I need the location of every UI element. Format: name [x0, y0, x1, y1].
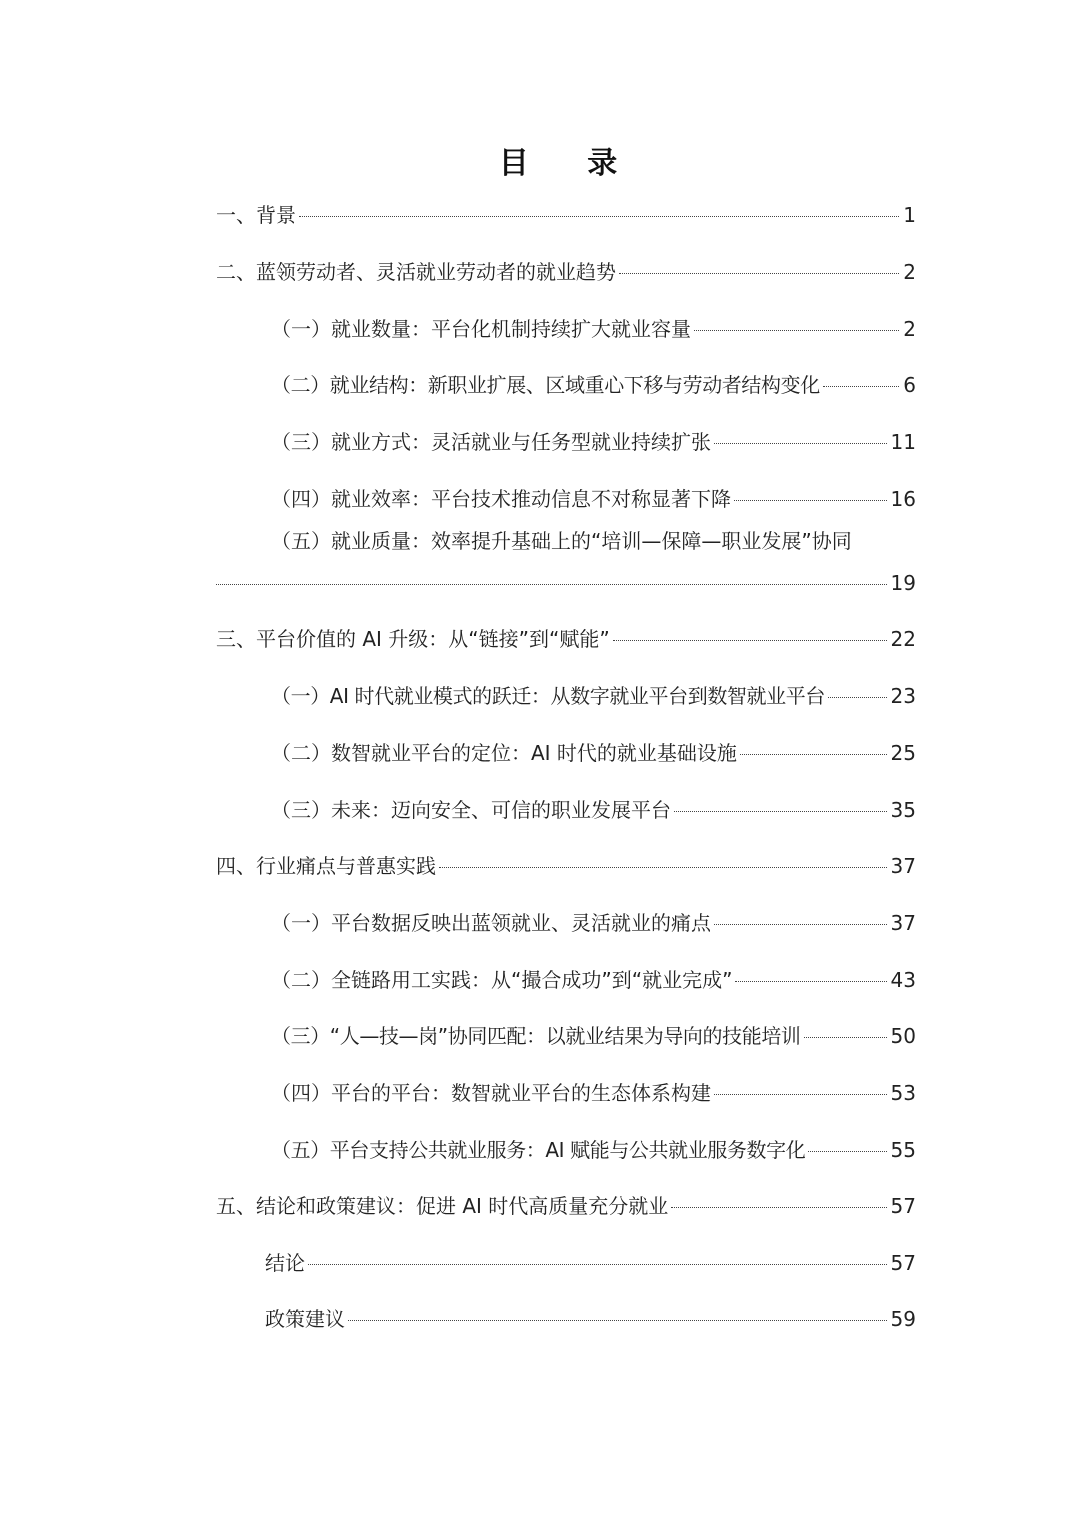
toc-entry-section-3-3[interactable] — [271, 795, 916, 825]
toc-entry-section-4[interactable] — [216, 851, 916, 881]
toc-entry-label: （一）就业数量：平台化机制持续扩大就业容量 — [271, 317, 691, 341]
dot-leader — [216, 584, 887, 585]
toc-page-number: 6 — [903, 373, 916, 397]
dot-leader — [308, 1264, 887, 1265]
dot-leader — [613, 640, 887, 641]
toc-entry-label: （四）平台的平台：数智就业平台的生态体系构建 — [271, 1081, 711, 1105]
toc-entry-label: （三）就业方式：灵活就业与任务型就业持续扩张 — [271, 430, 711, 454]
toc-entry-conclusion[interactable] — [265, 1248, 916, 1278]
toc-page-number: 53 — [890, 1081, 916, 1105]
toc-entry-label: （二）数智就业平台的定位：AI 时代的就业基础设施 — [271, 741, 737, 765]
toc-page-number: 37 — [890, 911, 916, 935]
toc-page-number: 50 — [890, 1024, 916, 1048]
toc-page-number: 23 — [890, 684, 916, 708]
toc-page-number: 22 — [890, 627, 916, 651]
toc-entry-section-2-4[interactable] — [271, 484, 916, 514]
toc-page-number: 37 — [890, 854, 916, 878]
toc-entry-label: 结论 — [265, 1251, 305, 1275]
toc-entry-label: （三）“人—技—岗”协同匹配：以就业结果为导向的技能培训 — [271, 1024, 801, 1048]
dot-leader — [828, 697, 887, 698]
toc-entry-label: 一、背景 — [216, 203, 296, 227]
dot-leader — [299, 216, 899, 217]
toc-entry-section-3-2[interactable] — [271, 738, 916, 768]
toc-page-number: 2 — [903, 317, 916, 341]
toc-entry-section-4-2[interactable] — [271, 965, 916, 995]
toc-entry-section-4-3[interactable] — [271, 1021, 916, 1051]
dot-leader — [619, 273, 899, 274]
toc-entry-section-2-5-leader-line[interactable] — [216, 568, 916, 598]
dot-leader — [671, 1207, 886, 1208]
toc-entry-section-2-2[interactable] — [271, 370, 916, 400]
toc-entry-label: （三）未来：迈向安全、可信的职业发展平台 — [271, 798, 671, 822]
toc-entry-section-2-3[interactable] — [271, 427, 916, 457]
toc-entry-label: 五、结论和政策建议：促进 AI 时代高质量充分就业 — [216, 1194, 669, 1218]
toc-entry-section-4-4[interactable] — [271, 1078, 916, 1108]
toc-entry-label: （一）AI 时代就业模式的跃迁：从数字就业平台到数智就业平台 — [271, 684, 825, 708]
dot-leader — [735, 981, 886, 982]
dot-leader — [714, 924, 887, 925]
dot-leader — [714, 443, 887, 444]
toc-entry-label: 三、平台价值的 AI 升级：从“链接”到“赋能” — [216, 627, 610, 651]
dot-leader — [740, 754, 887, 755]
toc-page-number: 35 — [890, 798, 916, 822]
toc-entry-section-4-5[interactable] — [271, 1135, 916, 1165]
dot-leader — [674, 811, 887, 812]
dot-leader — [348, 1320, 887, 1321]
dot-leader — [694, 330, 899, 331]
toc-entry-label: （二）就业结构：新职业扩展、区域重心下移与劳动者结构变化 — [271, 373, 820, 397]
toc-page-number: 11 — [890, 430, 916, 454]
toc-entry-label: 政策建议 — [265, 1307, 345, 1331]
toc-page-number: 1 — [903, 203, 916, 227]
toc-page-number: 19 — [890, 571, 916, 595]
dot-leader — [804, 1037, 887, 1038]
dot-leader — [823, 386, 899, 387]
toc-entry-label: 二、蓝领劳动者、灵活就业劳动者的就业趋势 — [216, 260, 616, 284]
toc-page-number: 16 — [890, 487, 916, 511]
dot-leader — [714, 1094, 887, 1095]
toc-page-number: 57 — [890, 1251, 916, 1275]
toc-page-number: 55 — [890, 1138, 916, 1162]
toc-page-number: 2 — [903, 260, 916, 284]
dot-leader — [734, 500, 887, 501]
toc-entry-policy-suggestions[interactable] — [265, 1304, 916, 1334]
toc-page-number: 59 — [890, 1307, 916, 1331]
toc-entry-label: （五）平台支持公共就业服务：AI 赋能与公共就业服务数字化 — [271, 1138, 806, 1162]
toc-entry-background[interactable] — [216, 200, 916, 230]
dot-leader — [439, 867, 887, 868]
toc-page-number: 43 — [890, 968, 916, 992]
toc-entry-section-2[interactable] — [216, 257, 916, 287]
toc-entry-section-3[interactable] — [216, 624, 916, 654]
toc-entry-section-3-1[interactable] — [271, 681, 916, 711]
dot-leader — [808, 1151, 886, 1152]
toc-entry-section-4-1[interactable] — [271, 908, 916, 938]
toc-page-number: 25 — [890, 741, 916, 765]
page-title: 目 录 — [498, 146, 642, 181]
toc-entry-label: （四）就业效率：平台技术推动信息不对称显著下降 — [271, 487, 731, 511]
toc-entry-section-2-1[interactable] — [271, 314, 916, 344]
toc-entry-label: （二）全链路用工实践：从“撮合成功”到“就业完成” — [271, 968, 733, 992]
toc-entry-label: （一）平台数据反映出蓝领就业、灵活就业的痛点 — [271, 911, 711, 935]
toc-entry-section-2-5-label[interactable]: （五）就业质量：效率提升基础上的“培训—保障—职业发展”协同 — [271, 529, 852, 553]
toc-page-number: 57 — [890, 1194, 916, 1218]
toc-entry-label: 四、行业痛点与普惠实践 — [216, 854, 436, 878]
toc-entry-section-5[interactable] — [216, 1191, 916, 1221]
